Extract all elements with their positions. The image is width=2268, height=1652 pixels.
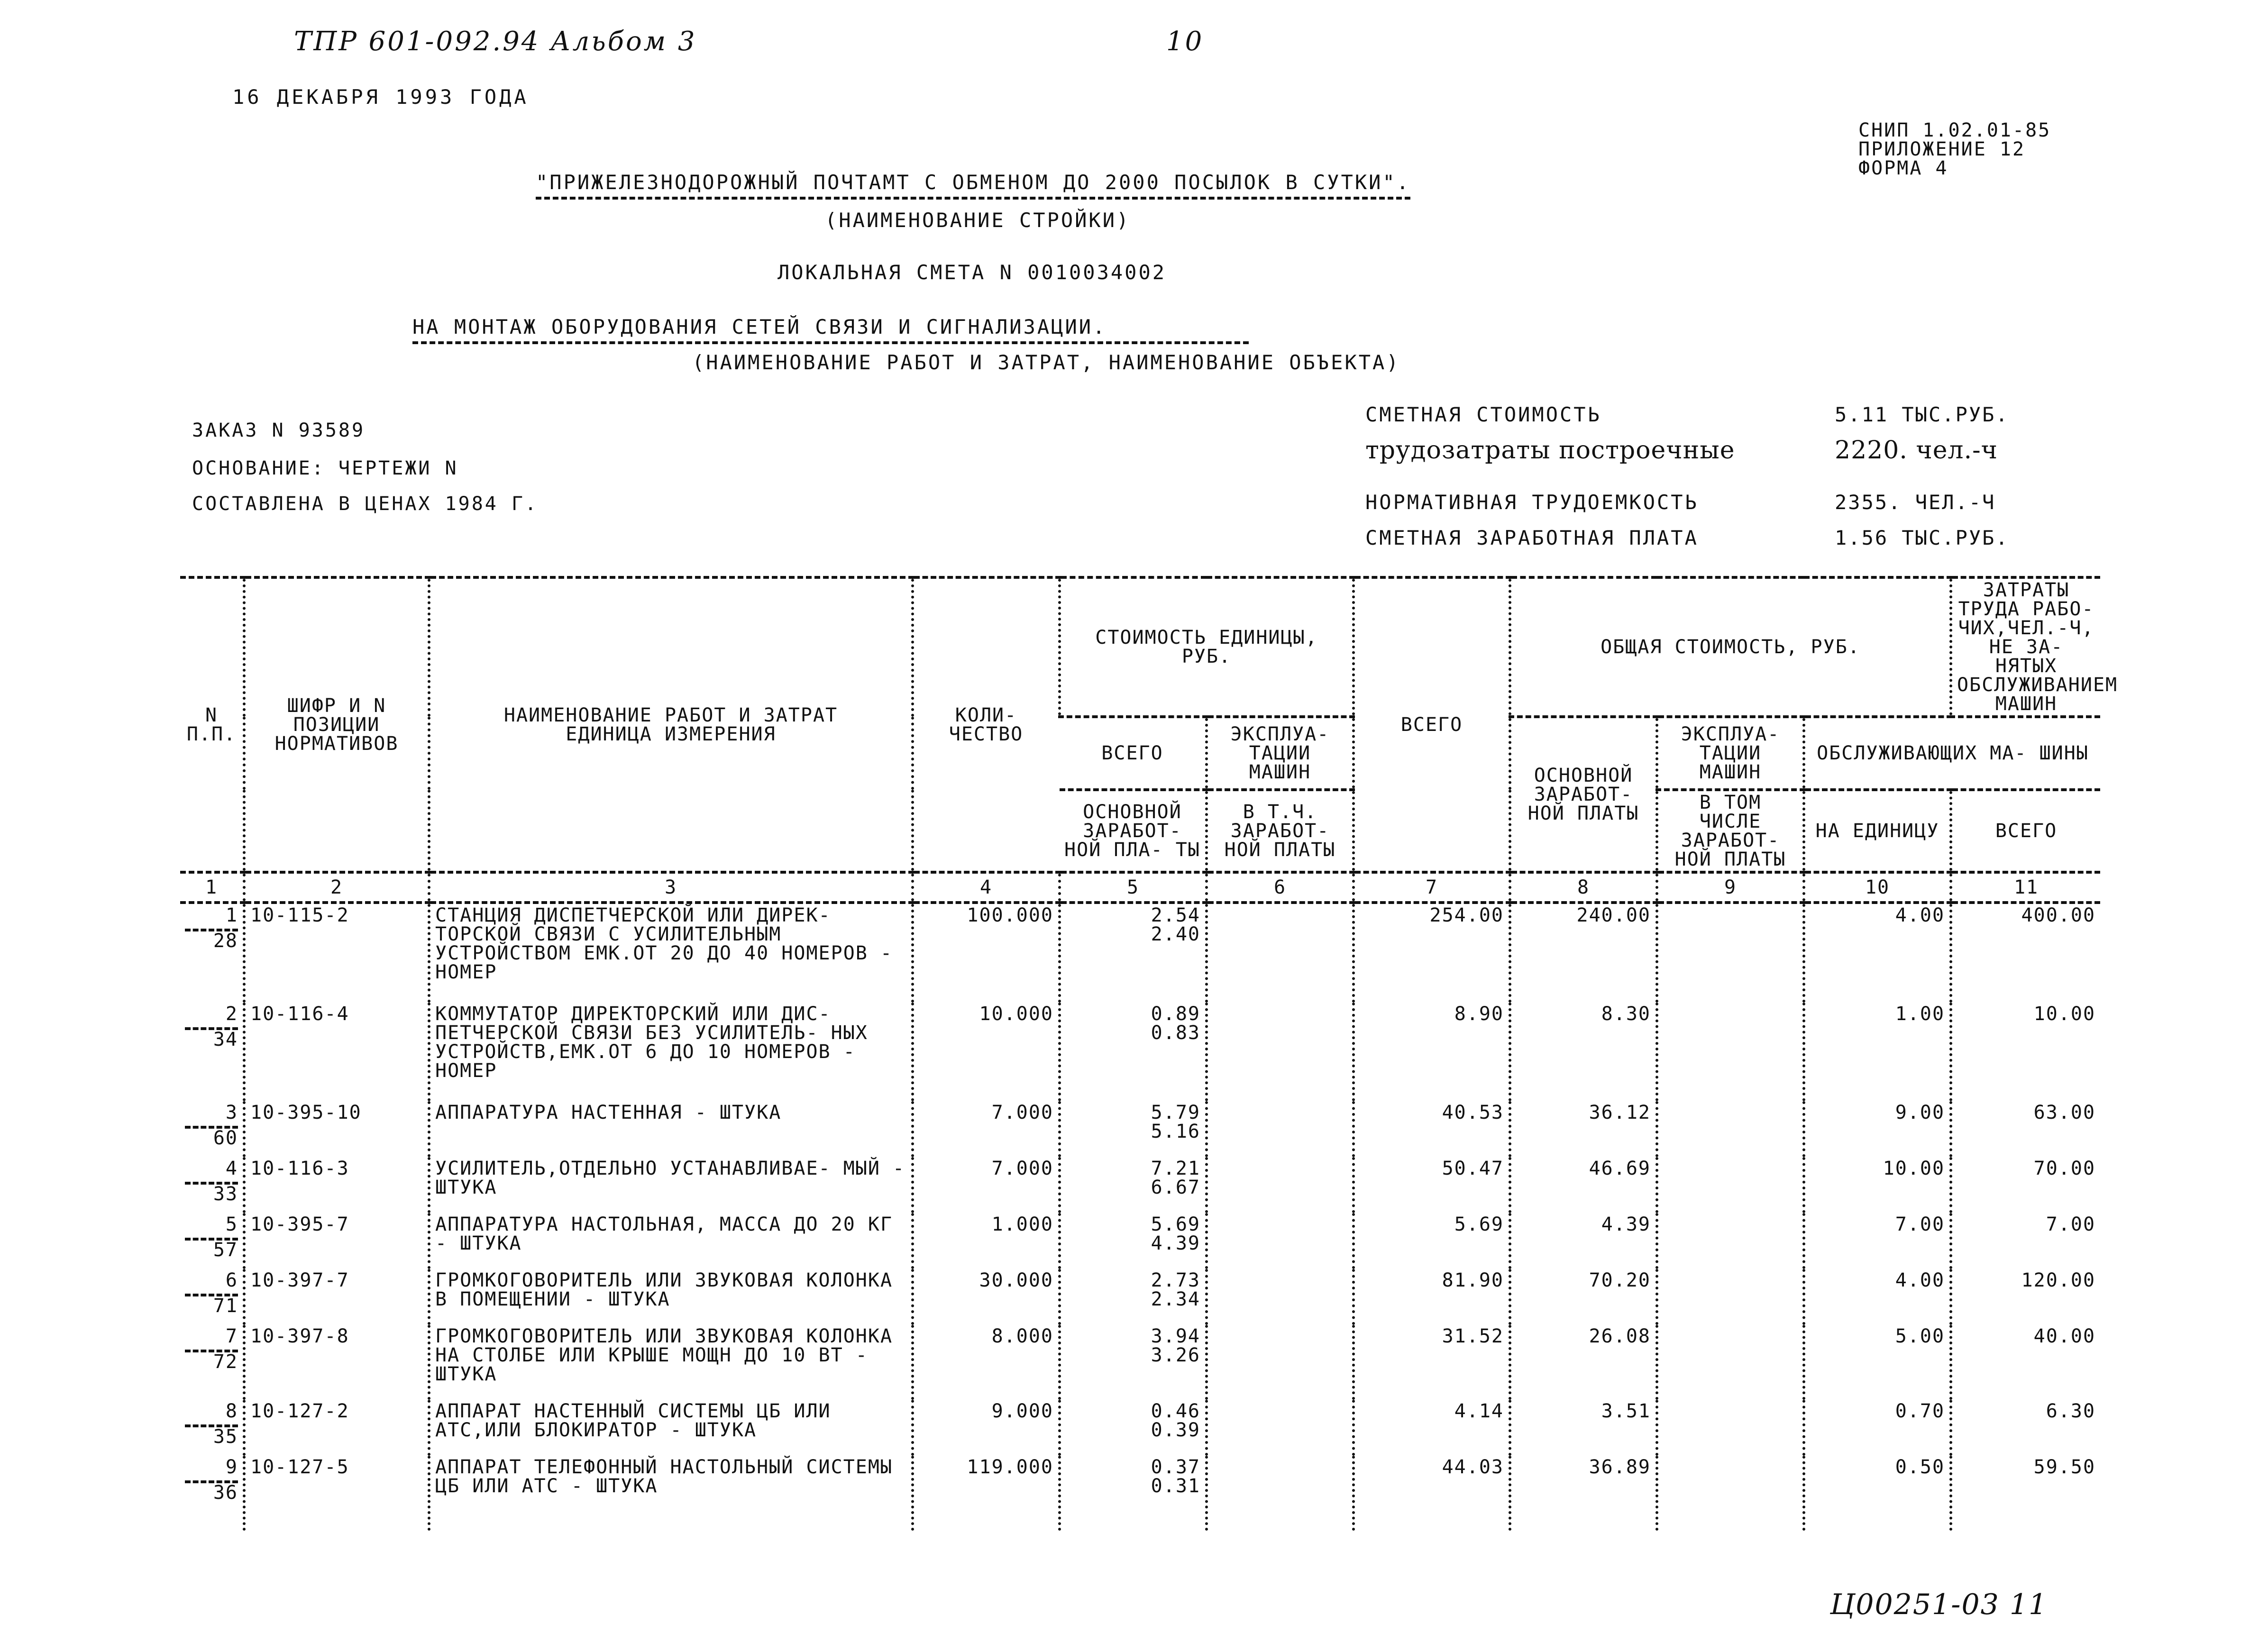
row-unit-machines [1207,903,1353,1003]
row-number-cell [180,1456,244,1531]
header-total-all: ВСЕГО [1353,577,1510,872]
summary-value-normative-labor: 2355. ЧЕЛ.-Ч [1835,491,1996,514]
row-total: 50.47 [1353,1157,1510,1213]
header-labor-total: ВСЕГО [1951,790,2100,872]
row-unit-wage: 0.39 [1151,1419,1200,1441]
header-name [429,577,913,872]
row-unit-cost [1060,1003,1207,1101]
column-number: 9 [1657,872,1804,903]
row-total: 8.90 [1353,1003,1510,1101]
column-number: 10 [1804,872,1951,903]
row-unit-machines [1207,1003,1353,1101]
row-labor-unit: 0.70 [1804,1400,1951,1456]
table-row [180,1101,2100,1157]
table-row [180,1269,2100,1325]
row-total: 254.00 [1353,903,1510,1003]
row-unit-cost [1060,1101,1207,1157]
row-labor-total: 7.00 [1951,1213,2100,1269]
header-unit-cost: СТОИМОСТЬ ЕДИНИЦЫ, РУБ. [1060,577,1353,717]
row-name: АППАРАТ ТЕЛЕФОННЫЙ НАСТОЛЬНЫЙ СИСТЕМЫ ЦБ ИЛИ АТС - ШТУКА [429,1456,913,1531]
row-qty: 119.000 [913,1456,1060,1531]
project-title-caption: (НАИМЕНОВАНИЕ СТРОЙКИ) [825,209,1131,232]
row-subnumber: 34 [185,1027,238,1049]
row-subnumber: 71 [185,1294,238,1315]
snip-line-2: ПРИЛОЖЕНИЕ 12 [1858,138,2026,160]
price-level: СОСТАВЛЕНА В ЦЕНАХ 1984 Г. [192,493,539,515]
row-total: 31.52 [1353,1325,1510,1400]
row-total: 40.53 [1353,1101,1510,1157]
row-qty: 9.000 [913,1400,1060,1456]
row-unit-wage: 5.16 [1151,1121,1200,1142]
column-number: 4 [913,872,1060,903]
summary-value-estimated-cost: 5.11 ТЫС.РУБ. [1835,403,2009,426]
row-code: 10-397-7 [244,1269,429,1325]
row-unit-machines [1207,1101,1353,1157]
row-unit-machines [1207,1157,1353,1213]
row-labor-unit: 9.00 [1804,1101,1951,1157]
table-row [180,903,2100,1003]
row-wage: 46.69 [1510,1157,1657,1213]
header-pn: N П.П. [180,577,244,872]
summary-value-wage-fund: 1.56 ТЫС.РУБ. [1835,526,2009,549]
row-unit-machines [1207,1400,1353,1456]
column-number: 6 [1207,872,1353,903]
row-subnumber: 57 [185,1238,238,1260]
snip-line-3: ФОРМА 4 [1858,157,1948,179]
row-unit-cost [1060,1325,1207,1400]
row-wage: 4.39 [1510,1213,1657,1269]
row-unit-cost [1060,1213,1207,1269]
row-name: КОММУТАТОР ДИРЕКТОРСКИЙ ИЛИ ДИС- ПЕТЧЕРСКОЙ СВЯЗИ БЕЗ УСИЛИТЕЛЬ- НЫХ УСТРОЙСТВ,ЕМК.ОТ 6 ДО 10 НОМЕРОВ - НОМЕР [429,1003,913,1101]
row-total: 5.69 [1353,1213,1510,1269]
header-labor-unit: НА ЕДИНИЦУ [1804,790,1951,872]
header-unit-total: ВСЕГО [1060,717,1207,790]
row-subnumber: 33 [185,1182,238,1204]
row-machines [1657,1157,1804,1213]
row-code: 10-397-8 [244,1325,429,1400]
document-reference: ТПР 601-092.94 Альбом 3 [294,26,697,57]
table-row [180,1456,2100,1531]
row-unit-machines [1207,1325,1353,1400]
row-subnumber: 60 [185,1126,238,1148]
row-qty: 10.000 [913,1003,1060,1101]
header-unit-incl-wage: В Т.Ч. ЗАРАБОТ- НОЙ ПЛАТЫ [1207,790,1353,872]
row-unit-machines [1207,1456,1353,1531]
row-unit-total: 7.21 [1151,1158,1200,1179]
row-code: 10-395-7 [244,1213,429,1269]
row-labor-total: 70.00 [1951,1157,2100,1213]
row-number-cell [180,1269,244,1325]
row-labor-total: 400.00 [1951,903,2100,1003]
estimate-number: ЛОКАЛЬНАЯ СМЕТА N 0010034002 [777,261,1167,284]
row-unit-wage: 4.39 [1151,1232,1200,1254]
row-labor-unit: 1.00 [1804,1003,1951,1101]
project-title: "ПРИЖЕЛЕЗНОДОРОЖНЫЙ ПОЧТАМТ С ОБМЕНОМ ДО 2000 ПОСЫЛОК В СУТКИ". [536,171,1410,200]
row-code: 10-127-2 [244,1400,429,1456]
row-unit-total: 2.54 [1151,904,1200,926]
column-number: 1 [180,872,244,903]
row-unit-cost [1060,903,1207,1003]
row-code: 10-116-4 [244,1003,429,1101]
row-unit-cost [1060,1400,1207,1456]
table-row [180,1003,2100,1101]
header-code: ШИФР И N ПОЗИЦИИ НОРМАТИВОВ [244,577,429,872]
header-labor-service: ОБСЛУЖИВАЮЩИХ МА- ШИНЫ [1804,717,2100,790]
row-machines [1657,1101,1804,1157]
row-number-cell [180,903,244,1003]
row-unit-total: 5.69 [1151,1214,1200,1235]
snip-line-1: СНИП 1.02.01-85 [1858,119,2051,141]
row-name: АППАРАТ НАСТЕННЫЙ СИСТЕМЫ ЦБ ИЛИ АТС,ИЛИ БЛОКИРАТОР - ШТУКА [429,1400,913,1456]
table-row [180,1213,2100,1269]
row-machines [1657,1269,1804,1325]
header-unit-machines: ЭКСПЛУА- ТАЦИИ МАШИН [1207,717,1353,790]
row-number: 3 [225,1102,238,1123]
row-unit-wage: 2.40 [1151,923,1200,945]
row-subnumber: 28 [185,929,238,950]
row-wage: 3.51 [1510,1400,1657,1456]
row-labor-unit: 5.00 [1804,1325,1951,1400]
row-qty: 1.000 [913,1213,1060,1269]
summary-label-normative-labor: НОРМАТИВНАЯ ТРУДОЕМКОСТЬ [1365,491,1699,514]
row-wage: 26.08 [1510,1325,1657,1400]
header-labor: ЗАТРАТЫ ТРУДА РАБО- ЧИХ,ЧЕЛ.-Ч, НЕ ЗА- НЯТЫХ ОБСЛУЖИВАНИЕМ МАШИН [1951,577,2100,717]
row-number: 9 [225,1456,238,1478]
header-total-wage: ОСНОВНОЙ ЗАРАБОТ- НОЙ ПЛАТЫ [1510,717,1657,872]
column-number: 5 [1060,872,1207,903]
row-wage: 36.89 [1510,1456,1657,1531]
row-unit-total: 3.94 [1151,1325,1200,1347]
column-number: 7 [1353,872,1510,903]
snip-form-reference [1858,121,2051,178]
row-labor-unit: 0.50 [1804,1456,1951,1531]
row-wage: 36.12 [1510,1101,1657,1157]
row-number: 8 [225,1400,238,1422]
row-wage: 8.30 [1510,1003,1657,1101]
works-title: НА МОНТАЖ ОБОРУДОВАНИЯ СЕТЕЙ СВЯЗИ И СИГНАЛИЗАЦИИ. [412,315,1249,344]
row-number-cell [180,1213,244,1269]
row-number-cell [180,1157,244,1213]
row-labor-unit: 4.00 [1804,903,1951,1003]
column-number: 2 [244,872,429,903]
row-unit-machines [1207,1213,1353,1269]
row-machines [1657,1325,1804,1400]
row-code: 10-395-10 [244,1101,429,1157]
header-total-cost: ОБЩАЯ СТОИМОСТЬ, РУБ. [1510,577,1951,717]
row-labor-total: 40.00 [1951,1325,2100,1400]
row-unit-wage: 0.31 [1151,1475,1200,1497]
row-number: 4 [225,1158,238,1179]
row-number: 1 [225,904,238,926]
row-unit-total: 0.89 [1151,1003,1200,1025]
row-machines [1657,903,1804,1003]
row-unit-total: 2.73 [1151,1269,1200,1291]
estimate-table [180,576,2118,1531]
row-qty: 7.000 [913,1157,1060,1213]
column-number: 3 [429,872,913,903]
order-number: ЗАКАЗ N 93589 [192,420,366,441]
row-labor-total: 6.30 [1951,1400,2100,1456]
row-total: 4.14 [1353,1400,1510,1456]
row-name: УСИЛИТЕЛЬ,ОТДЕЛЬНО УСТАНАВЛИВАЕ- МЫЙ - ШТУКА [429,1157,913,1213]
row-unit-total: 0.46 [1151,1400,1200,1422]
row-name: ГРОМКОГОВОРИТЕЛЬ ИЛИ ЗВУКОВАЯ КОЛОНКА НА СТОЛБЕ ИЛИ КРЫШЕ МОЩН ДО 10 ВТ - ШТУКА [429,1325,913,1400]
row-number-cell [180,1003,244,1101]
header-total-incl-wage: В ТОМ ЧИСЛЕ ЗАРАБОТ- НОЙ ПЛАТЫ [1657,790,1804,872]
archive-stamp: Ц00251-03 11 [1830,1588,2048,1621]
table-row [180,1400,2100,1456]
row-number-cell [180,1101,244,1157]
row-unit-wage: 3.26 [1151,1344,1200,1366]
row-qty: 100.000 [913,903,1060,1003]
summary-value-labor-onsite: 2220. чел.-ч [1835,436,1998,465]
header-qty: КОЛИ- ЧЕСТВО [913,577,1060,872]
row-machines [1657,1400,1804,1456]
header-unit-wage: ОСНОВНОЙ ЗАРАБОТ- НОЙ ПЛА- ТЫ [1060,790,1207,872]
column-number: 11 [1951,872,2100,903]
header-total-machines: ЭКСПЛУА- ТАЦИИ МАШИН [1657,717,1804,790]
column-number: 8 [1510,872,1657,903]
basis-drawings: ОСНОВАНИЕ: ЧЕРТЕЖИ N [192,457,458,479]
row-labor-total: 63.00 [1951,1101,2100,1157]
row-subnumber: 72 [185,1350,238,1371]
row-name: СТАНЦИЯ ДИСПЕТЧЕРСКОЙ ИЛИ ДИРЕК- ТОРСКОЙ СВЯЗИ С УСИЛИТЕЛЬНЫМ УСТРОЙСТВОМ ЕМК.ОТ 20 ДО 40 НОМЕРОВ - НОМЕР [429,903,913,1003]
row-labor-unit: 10.00 [1804,1157,1951,1213]
row-unit-cost [1060,1456,1207,1531]
row-code: 10-116-3 [244,1157,429,1213]
row-unit-wage: 0.83 [1151,1022,1200,1044]
row-qty: 30.000 [913,1269,1060,1325]
row-labor-total: 59.50 [1951,1456,2100,1531]
row-unit-machines [1207,1269,1353,1325]
summary-label-labor-onsite: трудозатраты построечные [1365,436,1735,465]
row-number-cell [180,1325,244,1400]
works-title-caption: (НАИМЕНОВАНИЕ РАБОТ И ЗАТРАТ, НАИМЕНОВАНИЕ ОБЪЕКТА) [692,351,1400,374]
table-row [180,1157,2100,1213]
row-unit-wage: 2.34 [1151,1288,1200,1310]
row-number: 2 [225,1003,238,1025]
row-name: ГРОМКОГОВОРИТЕЛЬ ИЛИ ЗВУКОВАЯ КОЛОНКА В ПОМЕЩЕНИИ - ШТУКА [429,1269,913,1325]
row-name: АППАРАТУРА НАСТЕННАЯ - ШТУКА [429,1101,913,1157]
row-total: 81.90 [1353,1269,1510,1325]
row-code: 10-127-5 [244,1456,429,1531]
row-number-cell [180,1400,244,1456]
row-labor-unit: 4.00 [1804,1269,1951,1325]
header-name-unit: ЕДИНИЦА ИЗМЕРЕНИЯ [566,723,776,745]
row-labor-total: 120.00 [1951,1269,2100,1325]
summary-label-estimated-cost: СМЕТНАЯ СТОИМОСТЬ [1365,403,1601,426]
row-machines [1657,1003,1804,1101]
row-wage: 240.00 [1510,903,1657,1003]
row-unit-total: 0.37 [1151,1456,1200,1478]
row-labor-total: 10.00 [1951,1003,2100,1101]
row-qty: 7.000 [913,1101,1060,1157]
row-qty: 8.000 [913,1325,1060,1400]
row-total: 44.03 [1353,1456,1510,1531]
row-subnumber: 35 [185,1424,238,1446]
document-date: 16 ДЕКАБРЯ 1993 ГОДА [232,85,529,109]
row-labor-unit: 7.00 [1804,1213,1951,1269]
page-number: 10 [1166,26,1204,57]
row-wage: 70.20 [1510,1269,1657,1325]
summary-label-wage-fund: СМЕТНАЯ ЗАРАБОТНАЯ ПЛАТА [1365,526,1699,549]
row-machines [1657,1213,1804,1269]
row-subnumber: 36 [185,1480,238,1502]
row-code: 10-115-2 [244,903,429,1003]
row-name: АППАРАТУРА НАСТОЛЬНАЯ, МАССА ДО 20 КГ - ШТУКА [429,1213,913,1269]
row-machines [1657,1456,1804,1531]
row-unit-total: 5.79 [1151,1102,1200,1123]
row-unit-cost [1060,1269,1207,1325]
row-number: 6 [225,1269,238,1291]
row-unit-wage: 6.67 [1151,1177,1200,1198]
row-unit-cost [1060,1157,1207,1213]
row-number: 5 [225,1214,238,1235]
header-name-main: НАИМЕНОВАНИЕ РАБОТ И ЗАТРАТ [503,704,838,726]
row-number: 7 [225,1325,238,1347]
table-row [180,1325,2100,1400]
